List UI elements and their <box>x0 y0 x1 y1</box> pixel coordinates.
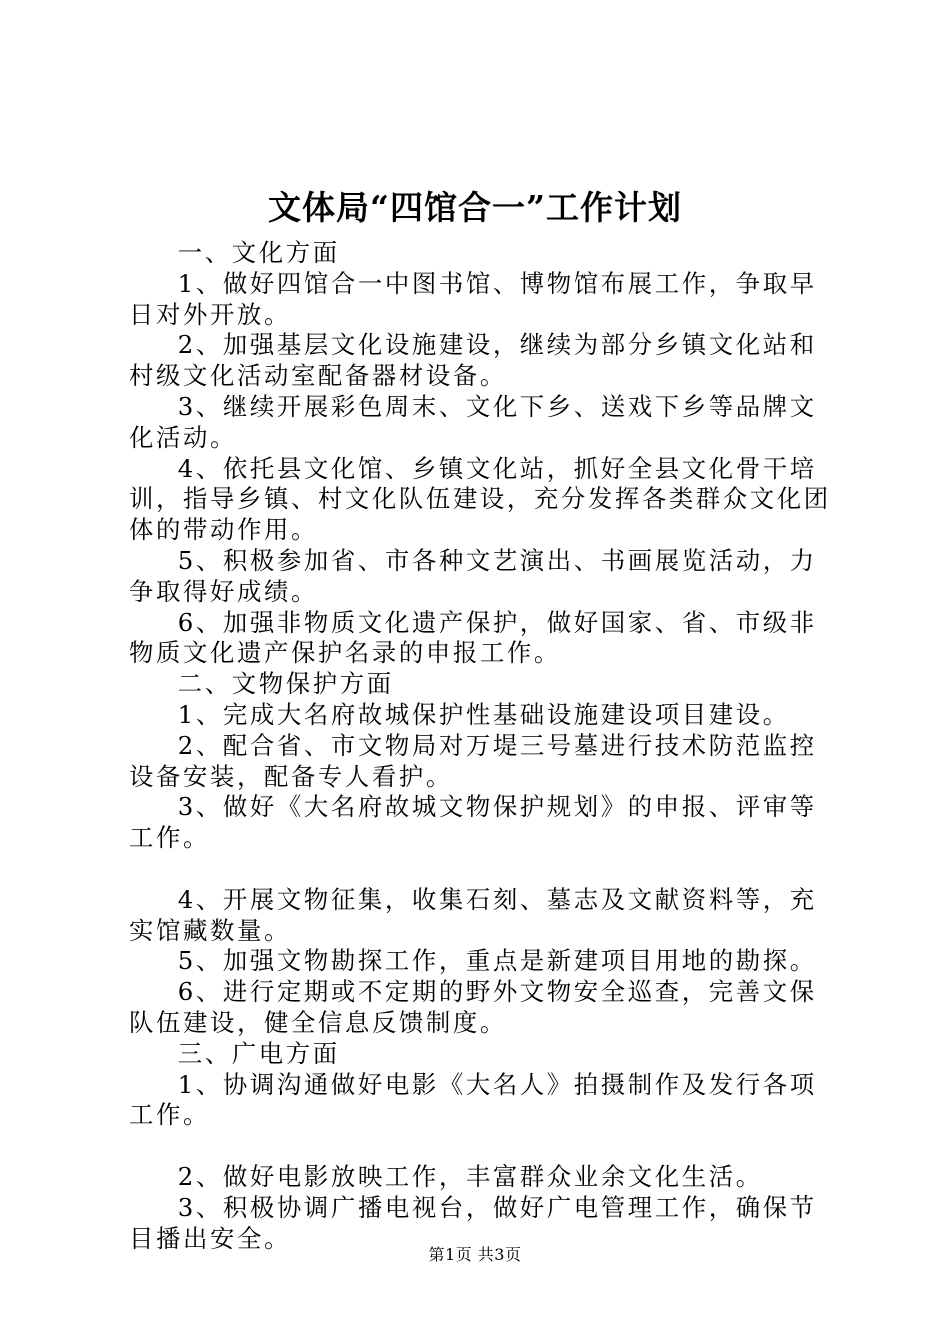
paragraph: 2、加强基层文化设施建设，继续为部分乡镇文化站和村级文化活动室配备器材设备。 <box>129 330 817 391</box>
paragraph: 1、协调沟通做好电影《大名人》拍摄制作及发行各项工作。 <box>129 1069 817 1130</box>
paragraph: 5、积极参加省、市各种文艺演出、书画展览活动，力争取得好成绩。 <box>129 545 817 606</box>
paragraph: 3、继续开展彩色周末、文化下乡、送戏下乡等品牌文化活动。 <box>129 391 817 452</box>
paragraph: 5、加强文物勘探工作，重点是新建项目用地的勘探。 <box>177 946 817 976</box>
document-title: 文体局“四馆合一”工作计划 <box>268 188 682 227</box>
paragraph: 4、依托县文化馆、乡镇文化站，抓好全县文化骨干培训，指导乡镇、村文化队伍建设，充分发挥各类群众文化团体的带动作用。 <box>129 453 831 545</box>
page-number-footer: 第1页 共3页 <box>428 1245 522 1264</box>
paragraph: 6、进行定期或不定期的野外文物安全巡查，完善文保队伍建设，健全信息反馈制度。 <box>129 977 817 1037</box>
paragraph-gap <box>129 1131 841 1162</box>
paragraph: 2、做好电影放映工作，丰富群众业余文化生活。 <box>177 1161 763 1191</box>
paragraph: 3、积极协调广播电视台，做好广电管理工作，确保节目播出安全。 <box>129 1192 817 1253</box>
paragraph: 2、配合省、市文物局对万堤三号墓进行技术防范监控设备安装，配备专人看护。 <box>129 730 817 791</box>
paragraph: 6、加强非物质文化遗产保护，做好国家、省、市级非物质文化遗产保护名录的申报工作。 <box>129 607 817 668</box>
section-heading-culture: 一、文化方面 <box>177 238 340 267</box>
paragraph: 3、做好《大名府故城文物保护规划》的申报、评审等工作。 <box>129 792 817 853</box>
section-heading-relics: 二、文物保护方面 <box>177 669 394 699</box>
document-body <box>129 238 841 1254</box>
paragraph: 1、做好四馆合一中图书馆、博物馆布展工作，争取早日对外开放。 <box>129 268 817 329</box>
paragraph-gap <box>129 854 841 885</box>
paragraph: 4、开展文物征集，收集石刻、墓志及文献资料等，充实馆藏数量。 <box>129 884 817 945</box>
paragraph: 1、完成大名府故城保护性基础设施建设项目建设。 <box>177 699 790 729</box>
section-heading-broadcast: 三、广电方面 <box>177 1038 340 1068</box>
